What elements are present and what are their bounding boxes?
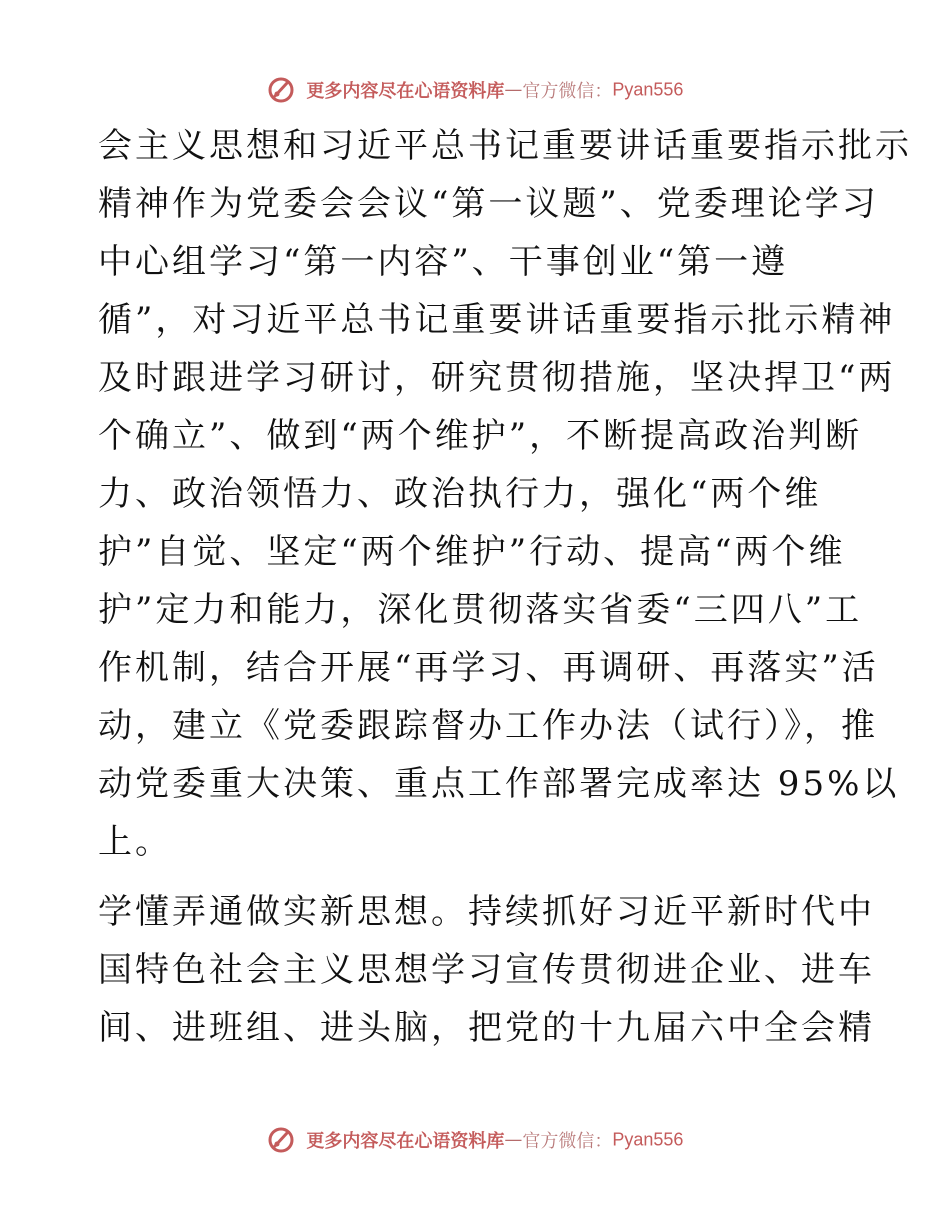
text-line: 会主义思想和习近平总书记重要讲话重要指示批示 bbox=[98, 126, 912, 166]
text-line: 中心组学习“第一内容”、干事创业“第一遵 bbox=[98, 242, 789, 282]
text-line: 动，建立《党委跟踪督办工作办法（试行）》，推 bbox=[98, 706, 878, 746]
text-line: 精神作为党委会会议“第一议题”、党委理论学习 bbox=[98, 184, 879, 224]
text-line: 国特色社会主义思想学习宣传贯彻进企业、进车 bbox=[98, 950, 875, 990]
text-line: 上。 bbox=[98, 822, 172, 862]
watermark-label: 官方微信： bbox=[522, 81, 613, 102]
watermark-id: Pyan556 bbox=[612, 79, 684, 100]
text-line: 个确立”、做到“两个维护”，不断提高政治判断 bbox=[98, 416, 863, 456]
header-watermark bbox=[0, 76, 950, 104]
footer-watermark bbox=[0, 1126, 950, 1154]
paragraph-2 bbox=[98, 883, 875, 1057]
watermark-separator: — bbox=[504, 79, 523, 101]
brush-seal-icon bbox=[267, 1126, 295, 1154]
text-line: 学懂弄通做实新思想。持续抓好习近平新时代中 bbox=[98, 892, 875, 932]
text-line: 及时跟进学习研讨，研究贯彻措施，坚决捍卫“两 bbox=[98, 358, 896, 398]
watermark-label: 官方微信： bbox=[522, 1131, 613, 1152]
document-body bbox=[98, 117, 912, 1057]
watermark-text: 更多内容尽在心语资料库 bbox=[306, 1131, 505, 1152]
watermark-separator: — bbox=[504, 1129, 523, 1151]
watermark-text: 更多内容尽在心语资料库 bbox=[306, 81, 505, 102]
text-line: 护”定力和能力，深化贯彻落实省委“三四八”工 bbox=[98, 590, 863, 630]
text-line: 间、进班组、进头脑，把党的十九届六中全会精 bbox=[98, 1008, 875, 1048]
text-line: 护”自觉、坚定“两个维护”行动、提高“两个维 bbox=[98, 532, 846, 572]
text-line: 动党委重大决策、重点工作部署完成率达 95%以 bbox=[98, 764, 900, 804]
brush-seal-icon bbox=[267, 76, 295, 104]
text-line: 循”，对习近平总书记重要讲话重要指示批示精神 bbox=[98, 300, 896, 340]
watermark-id: Pyan556 bbox=[612, 1129, 684, 1150]
text-line: 力、政治领悟力、政治执行力，强化“两个维 bbox=[98, 474, 822, 514]
paragraph-spacer bbox=[98, 871, 858, 883]
text-line: 作机制，结合开展“再学习、再调研、再落实”活 bbox=[98, 648, 879, 688]
paragraph-1 bbox=[98, 117, 912, 871]
